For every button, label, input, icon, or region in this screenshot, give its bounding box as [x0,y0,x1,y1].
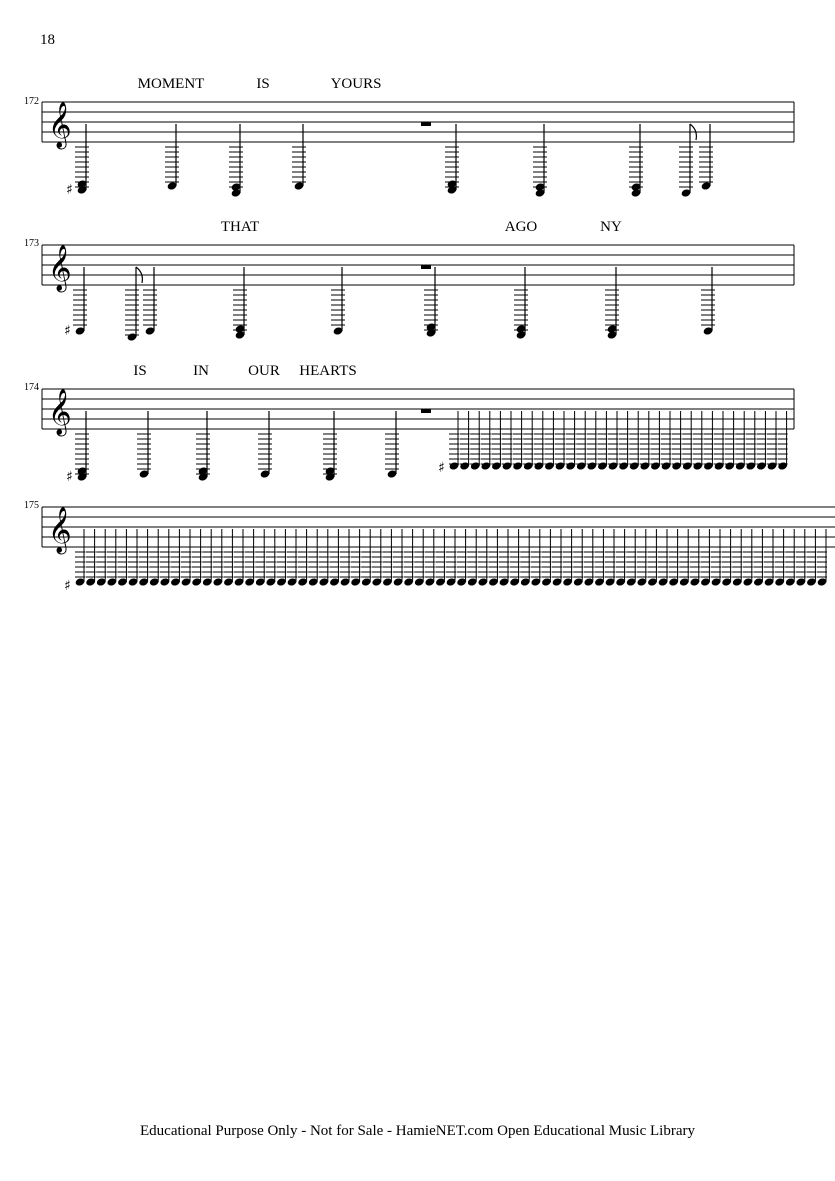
sharp-sign: ♯ [64,323,71,339]
half-rest [421,122,431,126]
lyric-ny: NY [600,219,622,235]
lyric-yours: YOURS [330,76,382,92]
footer-notice: Educational Purpose Only - Not for Sale - HamieNET.com Open Educational Music Library [140,1123,695,1139]
treble-clef: 𝄞 [48,389,72,435]
lyric-is: IS [256,76,270,92]
half-rest [421,409,431,413]
page-number: 18 [40,32,55,48]
sharp-sign: ♯ [438,460,445,476]
lyric-our: OUR [248,363,280,379]
lyric-ago: AGO [504,219,538,235]
half-rest [421,265,431,269]
treble-clef: 𝄞 [48,102,72,148]
sharp-sign: ♯ [64,578,71,594]
measure-number-172: 172 [24,96,39,107]
measure-number-173: 173 [24,238,39,249]
measure-number-174: 174 [24,382,39,393]
notes [64,122,827,594]
measure-number-175: 175 [24,500,39,511]
sharp-sign: ♯ [66,469,73,485]
sharp-sign: ♯ [66,182,73,198]
treble-clef: 𝄞 [48,507,72,553]
lyric-moment: MOMENT [137,76,205,92]
lyric-is-2: IS [133,363,147,379]
treble-clef: 𝄞 [48,245,72,291]
lyric-that: THAT [220,219,260,235]
lyric-hearts: HEARTS [299,363,357,379]
staves [42,102,835,547]
lyric-in: IN [193,363,209,379]
